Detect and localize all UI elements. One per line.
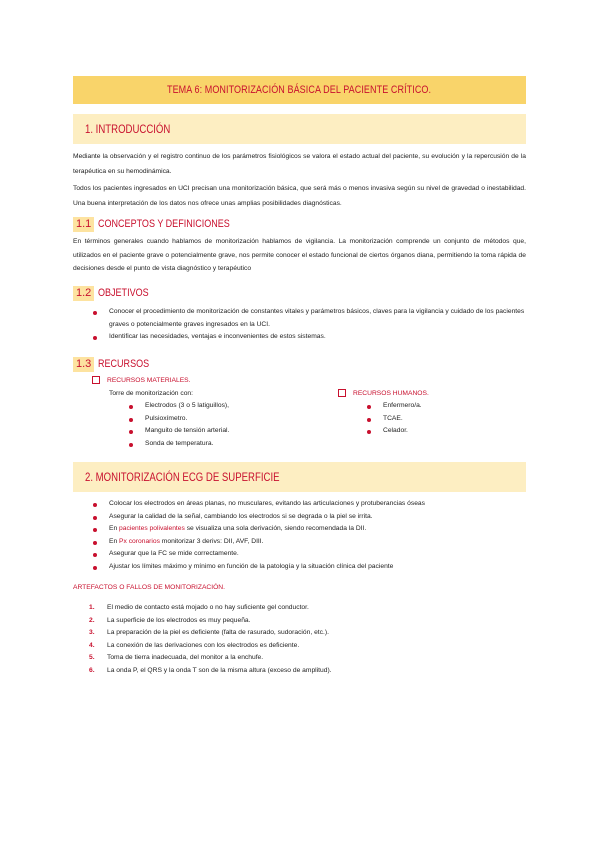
materials-heading	[92, 376, 191, 384]
human-list	[365, 400, 515, 438]
subsection-title: OBJETIVOS	[98, 287, 149, 299]
list-item: 5. Toma de tierra inadecuada, del monitor a la enchufe.	[89, 654, 264, 661]
subsection-heading-concepts	[73, 216, 259, 232]
list-item: Ajustar los límites máximo y mínimo en función de la patología y la situación clínica del paciente	[91, 561, 526, 574]
list-item: Celador.	[365, 425, 515, 438]
list-item: 4. La conexión de las derivaciones con los electrodos es deficiente.	[89, 641, 300, 649]
list-item: Identificar las necesidades, ventajas e inconvenientes de estos sistemas.	[91, 331, 526, 344]
subsection-heading-resources	[73, 356, 161, 372]
bullet-icon	[367, 418, 371, 422]
materials-title: RECURSOS MATERIALES.	[107, 376, 191, 384]
checkbox-icon	[338, 389, 346, 397]
subsection-title: CONCEPTOS Y DEFINICIONES	[98, 218, 231, 230]
list-item: Electrodos (3 o 5 latiguillos),	[127, 400, 327, 413]
human-title: RECURSOS HUMANOS.	[353, 389, 429, 397]
list-item: 3. La preparación de la piel es deficiente (falta de rasurado, sudoración, etc.).	[89, 629, 329, 636]
list-item: Manguito de tensión arterial.	[127, 425, 327, 438]
artifacts-title: ARTEFACTOS O FALLOS DE MONITORIZACIÓN.	[73, 584, 225, 591]
list-item: 2. La superficie de los electrodos es muy pequeña.	[89, 616, 251, 624]
bullet-icon	[129, 418, 133, 422]
bullet-icon	[129, 443, 133, 447]
list-item: En pacientes polivalentes se visualiza una sola derivación, siendo recomendada la DII.	[91, 523, 526, 536]
bullet-icon	[93, 541, 97, 545]
subsection-heading-objectives	[73, 285, 160, 301]
list-item: Asegurar que la FC se mide correctamente.	[91, 548, 526, 561]
bullet-icon	[93, 553, 97, 557]
subsection-number: 1.2	[73, 286, 94, 301]
bullet-icon	[129, 430, 133, 434]
list-item: Colocar los electrodos en áreas planas, no musculares, evitando las articulaciones y protuberancias óseas	[91, 498, 526, 511]
bullet-icon	[93, 503, 97, 507]
human-heading	[338, 389, 429, 397]
artifacts-list	[89, 602, 526, 677]
list-item: 1. El medio de contacto está mojado o no hay suficiente gel conductor.	[89, 604, 309, 611]
list-item: Sonda de temperatura.	[127, 438, 327, 451]
list-item: Enfermero/a.	[365, 400, 515, 413]
bullet-icon	[129, 405, 133, 409]
ecg-list	[91, 498, 526, 573]
intro-paragraph-1: Mediante la observación y el registro continuo de los parámetros fisiológicos se valora el estado actual del paciente, su evolución y la repercusión de la terapéutica en su hemodinámica.	[73, 153, 526, 175]
section-heading-ecg	[73, 462, 526, 492]
page-title: TEMA 6: MONITORIZACIÓN BÁSICA DEL PACIENTE CRÍTICO.	[167, 84, 432, 96]
objectives-list	[91, 306, 526, 344]
list-item: TCAE.	[365, 413, 515, 426]
list-item: Pulsioxímetro.	[127, 413, 327, 426]
section-heading-intro	[73, 114, 526, 144]
bullet-icon	[93, 566, 97, 570]
materials-list	[127, 400, 327, 450]
bullet-icon	[93, 336, 97, 340]
bullet-icon	[93, 311, 97, 315]
checkbox-icon	[92, 376, 100, 384]
concepts-paragraph: En términos generales cuando hablamos de monitorización hablamos de vigilancia. La monitorización comprende un conjunto de métodos que, utilizados en el paciente grave o potencialmente grave, nos permite conocer el estado funcional de ciertos órganos diana, permitiendo la toma rápida de decisiones desde el punto de vista diagnóstico y terapéutico	[73, 238, 526, 272]
bullet-icon	[93, 516, 97, 520]
section-title: 1. INTRODUCCIÓN	[85, 122, 171, 136]
intro-paragraph-2: Todos los pacientes ingresados en UCI precisan una monitorización básica, que será más o menos invasiva según su nivel de gravedad o inestabilidad. Una buena interpretación de los datos nos ofrece unas amplias posibilidades diagnósticas.	[73, 185, 526, 207]
subsection-number: 1.3	[73, 357, 94, 372]
page-title-bar	[73, 76, 526, 104]
list-item: En Px coronarios monitorizar 3 derivs: DII, AVF, DIII.	[91, 536, 526, 549]
materials-intro: Torre de monitorización con:	[109, 390, 194, 397]
bullet-icon	[367, 405, 371, 409]
subsection-title: RECURSOS	[98, 358, 150, 370]
bullet-icon	[93, 528, 97, 532]
list-item: 6. La onda P, el QRS y la onda T son de la misma altura (exceso de amplitud).	[89, 666, 332, 674]
list-item: Asegurar la calidad de la señal, cambiando los electrodos si se degrada o la piel se irrita.	[91, 511, 526, 524]
section-title: 2. MONITORIZACIÓN ECG DE SUPERFICIE	[85, 470, 280, 484]
bullet-icon	[367, 430, 371, 434]
list-item: Conocer el procedimiento de monitorización de constantes vitales y parámetros básicos, claves para la vigilancia y cuidado de los pacientes graves o potencialmente graves ingresados en la UCI.	[91, 306, 526, 331]
subsection-number: 1.1	[73, 217, 94, 232]
